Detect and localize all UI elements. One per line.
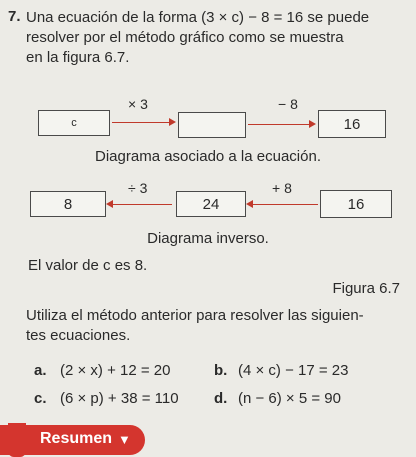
diagram2-box-input (320, 190, 392, 218)
diagram1-arrow-2 (248, 124, 314, 125)
diagram1-box-input-text: c (71, 117, 77, 129)
diagram2-box-middle (176, 191, 246, 217)
diagram1-box-middle (178, 112, 246, 138)
exercise-b-label: b. (214, 362, 228, 379)
diagram2-arrow-1 (108, 204, 172, 205)
exercise-c-equation: (6 × p) + 38 = 110 (60, 390, 179, 407)
diagram1-box-output-text: 16 (343, 115, 361, 133)
problem-number: 7. (8, 8, 21, 25)
instruction-line-2: tes ecuaciones. (26, 327, 131, 344)
result-text: El valor de c es 8. (28, 257, 148, 274)
problem-intro-line-3: en la figura 6.7. (26, 49, 130, 66)
problem-intro-line-1: Una ecuación de la forma (3 × c) − 8 = 16 se puede (26, 9, 370, 26)
diagram2-op1: ÷ 3 (128, 180, 148, 196)
resumen-label[interactable]: Resumen (40, 430, 113, 447)
diagram1-caption: Diagrama asociado a la ecuación. (95, 148, 321, 165)
exercise-c-label: c. (34, 390, 47, 407)
exercise-a-equation: (2 × x) + 12 = 20 (60, 362, 171, 379)
diagram2-caption: Diagrama inverso. (147, 230, 269, 247)
problem-intro-line-2: resolver por el método gráfico como se muestra (26, 29, 344, 46)
diagram2-arrow-2 (248, 204, 318, 205)
figure-label: Figura 6.7 (332, 280, 400, 297)
exercise-a-label: a. (34, 362, 47, 379)
exercise-b-equation: (4 × c) − 17 = 23 (238, 362, 349, 379)
diagram1-box-output (318, 110, 386, 138)
chevron-down-icon[interactable]: ▼ (118, 432, 131, 447)
exercise-d-equation: (n − 6) × 5 = 90 (238, 390, 341, 407)
diagram1-op1: × 3 (128, 96, 148, 112)
resumen-bookmark-tab (8, 423, 26, 457)
diagram1-arrow-1 (112, 122, 174, 123)
diagram2-box-output (30, 191, 106, 217)
diagram1-op2: − 8 (278, 96, 298, 112)
instruction-line-1: Utiliza el método anterior para resolver las siguien- (26, 307, 364, 324)
diagram2-box-input-text: 16 (347, 195, 365, 213)
diagram2-box-output-text: 8 (63, 195, 73, 213)
diagram2-op2: + 8 (272, 180, 292, 196)
diagram1-box-input (38, 110, 110, 136)
diagram2-box-middle-text: 24 (202, 195, 220, 213)
exercise-d-label: d. (214, 390, 228, 407)
